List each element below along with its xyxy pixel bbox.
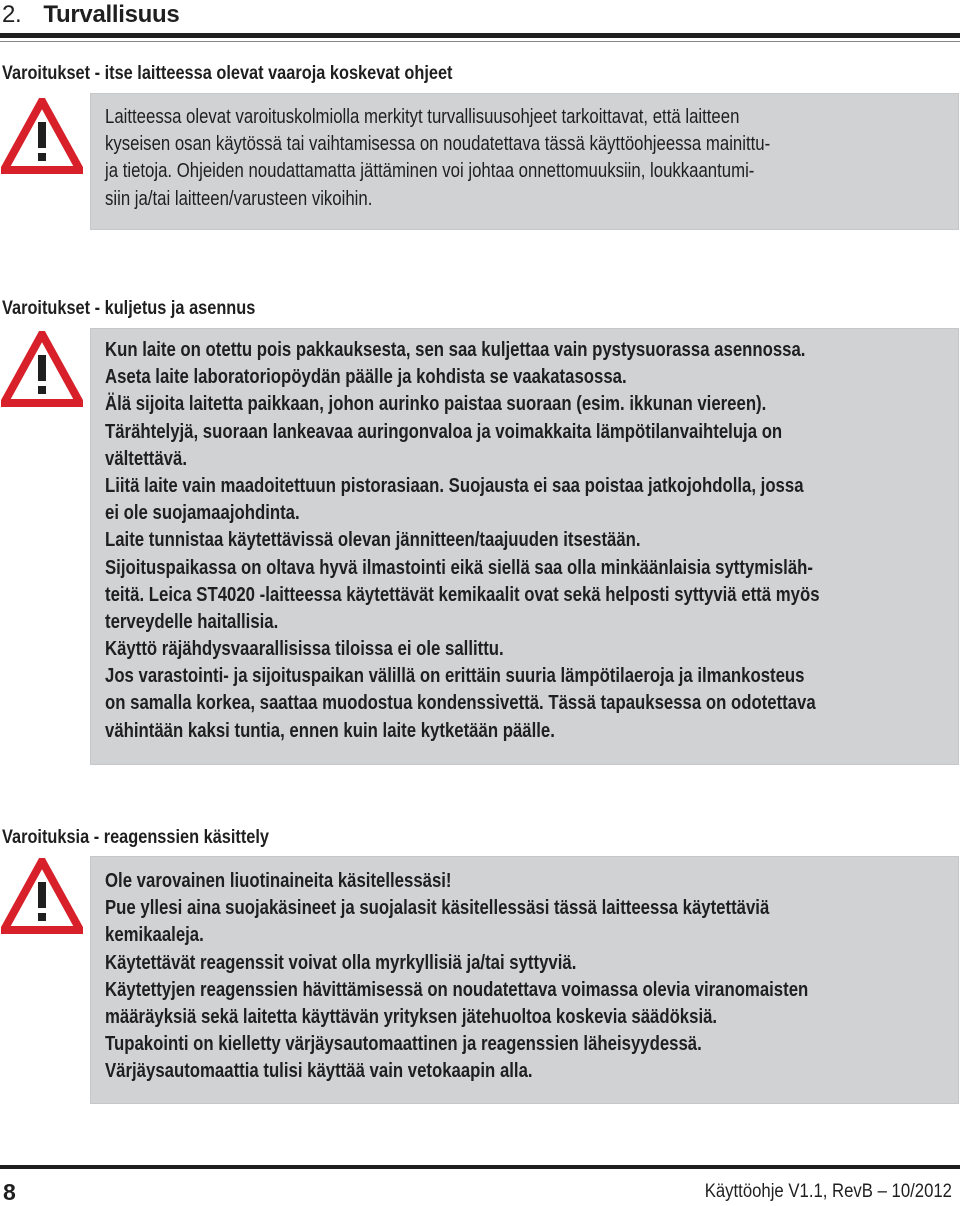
chapter-title [2,0,179,30]
warning-line: vähintään kaksi tuntia, ennen kuin laite kytketään päälle. [105,719,555,742]
warning-line: kemikaaleja. [105,924,204,947]
chapter-number: 2. [2,1,22,28]
warning-line: vältettävä. [105,447,187,470]
warning-triangle-icon [1,331,83,407]
footer-document-info: Käyttöohje V1.1, RevB – 10/2012 [704,1181,952,1202]
warning-line: Ole varovainen liuotinaineita käsitellessäsi! [105,870,452,892]
warning-line: teitä. Leica ST4020 -laitteessa käytettävät kemikaalit ovat sekä helposti syttyviä että myös [105,583,820,606]
page-number: 8 [3,1179,16,1205]
warning-line: Käyttö räjähdysvaarallisissa tiloissa ei ole sallittu. [105,638,504,661]
warning-line: Käytettyjen reagenssien hävittämisessä on noudatettava voimassa olevia viranomaisten [105,978,809,1001]
section-heading: Varoitukset - itse laitteessa olevat vaaroja koskevat ohjeet [2,63,453,84]
header-rule-thick [0,33,960,38]
chapter-title-text: Turvallisuus [43,1,180,28]
warning-text [105,868,943,1086]
warning-line: Jos varastointi- ja sijoituspaikan välillä on erittäin suuria lämpötilaeroja ja ilmankosteus [105,665,805,688]
warning-line: Värjäysautomaattia tulisi käyttää vain vetokaapin alla. [105,1060,533,1083]
warning-line: terveydelle haitallisia. [105,610,279,633]
warning-box [90,856,959,1104]
warning-line: Käytettävät reagenssit voivat olla myrkyllisiä ja/tai syttyviä. [105,951,577,974]
warning-line: Liitä laite vain maadoitettuun pistorasiaan. Suojausta ei saa poistaa jatkojohdolla, jossa [105,474,804,497]
warning-line: Laitteessa olevat varoituskolmiolla merkityt turvallisuusohjeet tarkoittavat, että laitteen [105,106,740,128]
warning-triangle-icon [1,98,83,174]
warning-box [90,328,959,765]
footer-rule [0,1165,960,1169]
warning-line: Älä sijoita laitetta paikkaan, johon aurinko paistaa suoraan (esim. ikkunan viereen). [105,393,767,416]
warning-text [105,337,943,745]
section-heading: Varoitukset - kuljetus ja asennus [2,298,256,319]
warning-line: ja tietoja. Ohjeiden noudattamatta jättäminen voi johtaa onnettomuuksiin, loukkaantumi- [105,160,755,183]
chapter-header [0,0,960,36]
warning-line: Tärähtelyjä, suoraan lankeavaa auringonvaloa ja voimakkaita lämpötilanvaihteluja on [105,420,783,443]
warning-line: kyseisen osan käytössä tai vaihtamisessa on noudatettava tässä käyttöohjeessa mainittu- [105,133,771,156]
warning-line: Sijoituspaikassa on oltava hyvä ilmastointi eikä siellä saa olla minkäänlaisia syttymisläh- [105,556,813,579]
warning-line: Kun laite on otettu pois pakkauksesta, sen saa kuljettaa vain pystysuorassa asennossa. [105,339,806,361]
header-rule-thin [0,41,960,42]
warning-line: Aseta laite laboratoriopöydän päälle ja kohdista se vaakatasossa. [105,366,627,389]
warning-line: ei ole suojamaajohdinta. [105,502,300,525]
warning-line: määräyksiä sekä laitetta käyttävän yrityksen jätehuoltoa koskevia säädöksiä. [105,1005,718,1028]
warning-triangle-icon [1,858,83,934]
warning-text [105,104,943,213]
warning-line: Laite tunnistaa käytettävissä olevan jännitteen/taajuuden itsestään. [105,529,641,552]
section-heading: Varoituksia - reagenssien käsittely [2,827,270,848]
warning-line: Pue yllesi aina suojakäsineet ja suojalasit käsitellessäsi tässä laitteessa käytettäviä [105,897,770,920]
warning-line: siin ja/tai laitteen/varusteen vikoihin. [105,187,373,210]
warning-line: on samalla korkea, saattaa muodostua kondenssivettä. Tässä tapauksessa on odotettava [105,692,816,715]
warning-line: Tupakointi on kielletty värjäysautomaattinen ja reagenssien läheisyydessä. [105,1033,702,1056]
warning-box [90,93,959,230]
